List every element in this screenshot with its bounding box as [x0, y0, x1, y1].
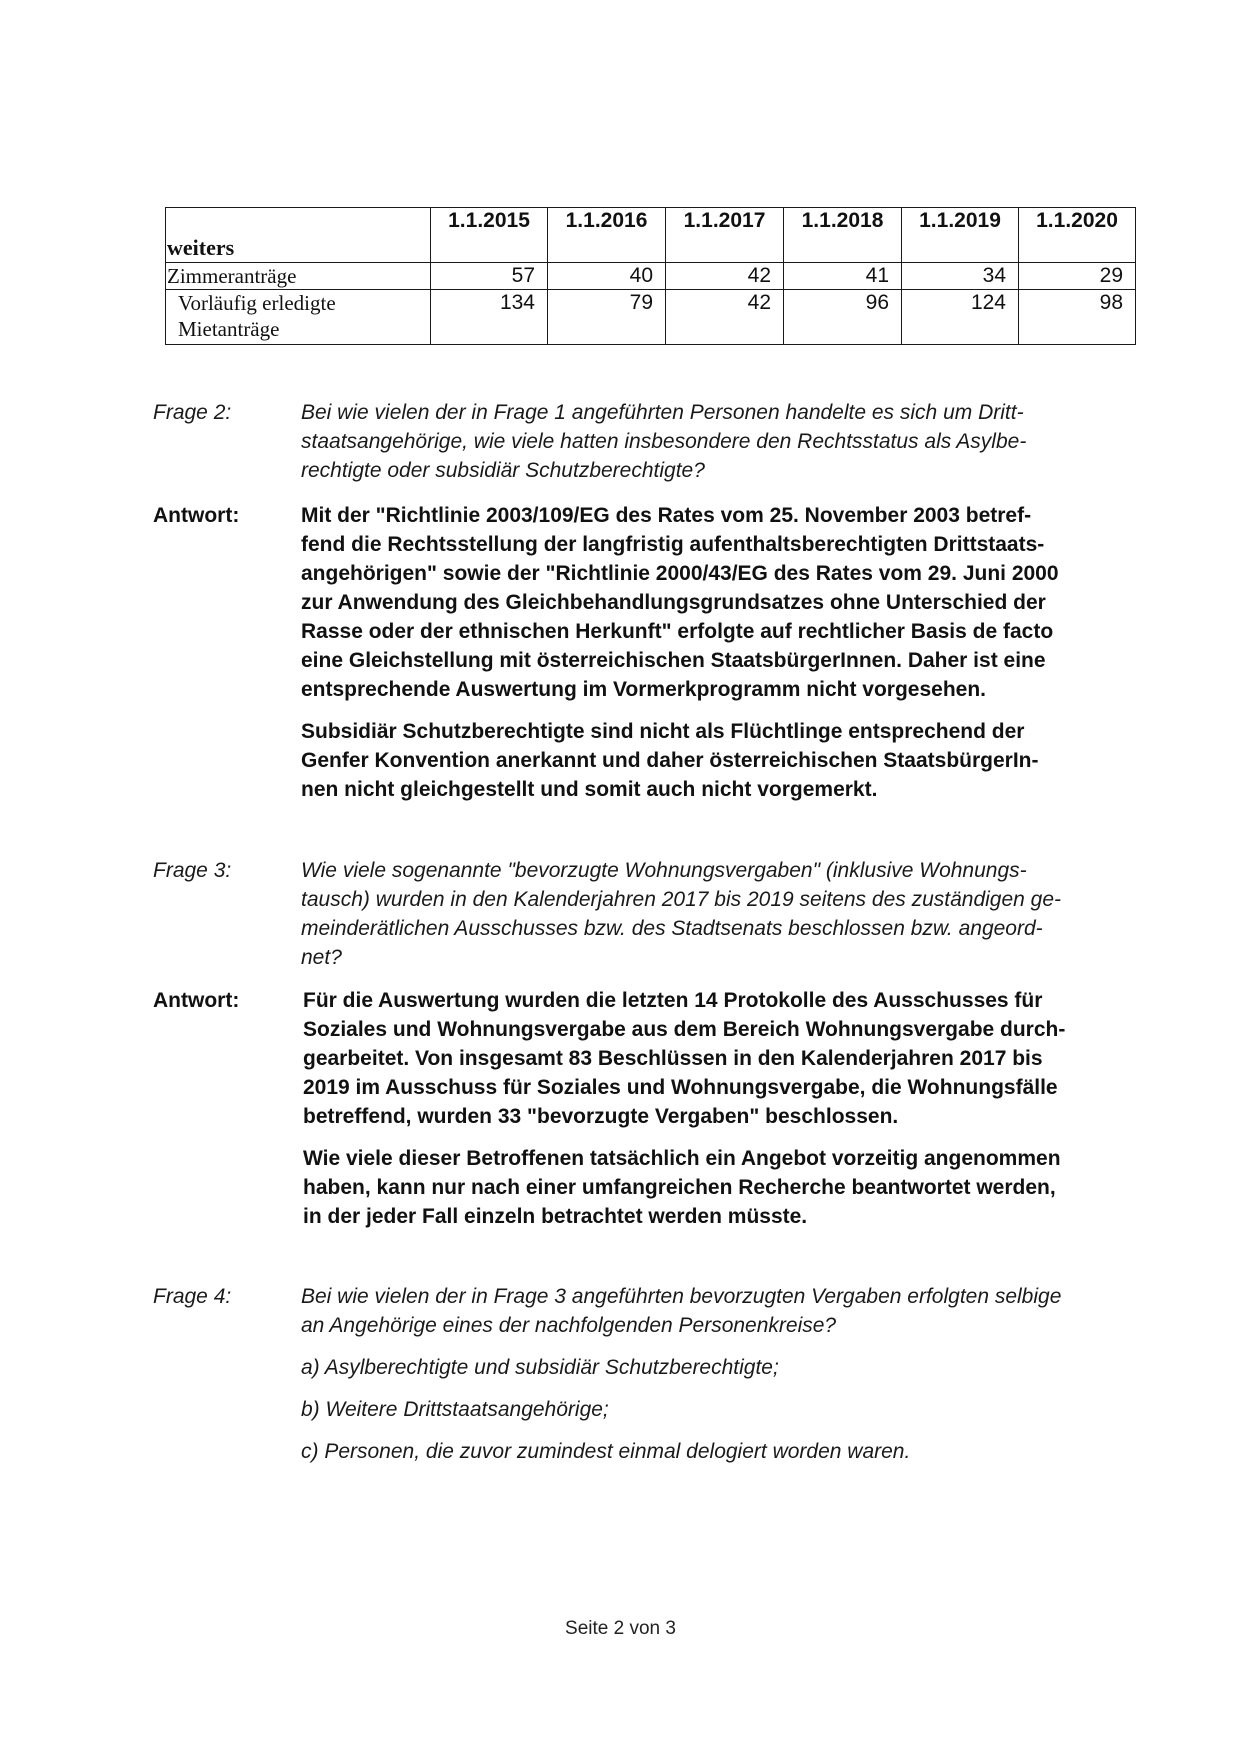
table-cell: 57 [431, 263, 548, 290]
row-label-line: Vorläufig erledigte [178, 291, 336, 315]
question-option-a [301, 1353, 1241, 1382]
column-header: 1.1.2015 [431, 208, 548, 263]
text-line: in der jeder Fall einzeln betrachtet werden müsste. [303, 1205, 808, 1228]
text-line: rechtigte oder subsidiär Schutzberechtigte? [301, 459, 705, 482]
text-line: tausch) wurden in den Kalenderjahren 2017 bis 2019 seitens des zuständigen ge- [301, 888, 1062, 911]
text-line: Mit der "Richtlinie 2003/109/EG des Rates vom 25. November 2003 betref- [301, 504, 1032, 527]
text-line: Subsidiär Schutzberechtigte sind nicht als Flüchtlinge entsprechend der [301, 720, 1025, 743]
column-header: 1.1.2020 [1019, 208, 1136, 263]
row-label [166, 290, 431, 345]
answer-text [303, 986, 1241, 1231]
text-line: meinderätlichen Ausschusses bzw. des Stadtsenats beschlossen bzw. angeord- [301, 917, 1043, 940]
answer-paragraph [303, 1144, 1241, 1231]
table-cell: 40 [548, 263, 666, 290]
text-line: staatsangehörige, wie viele hatten insbesondere den Rechtsstatus als Asylbe- [301, 430, 1027, 453]
row-label-line: Mietanträge [178, 317, 280, 341]
table-cell: 134 [431, 290, 548, 345]
text-line: entsprechende Auswertung im Vormerkprogramm nicht vorgesehen. [301, 678, 986, 701]
answer-text [301, 501, 1241, 804]
text-line: Wie viele sogenannte "bevorzugte Wohnungsvergaben" (inklusive Wohnungs- [301, 859, 1027, 882]
table-cell: 29 [1019, 263, 1136, 290]
text-line: betreffend, wurden 33 "bevorzugte Vergaben" beschlossen. [303, 1105, 899, 1128]
question-text [301, 398, 1241, 485]
text-line: Wie viele dieser Betroffenen tatsächlich ein Angebot vorzeitig angenommen [303, 1147, 1061, 1170]
text-line: zur Anwendung des Gleichbehandlungsgrundsatzes ohne Unterschied der [301, 591, 1046, 614]
table-cell: 34 [902, 263, 1019, 290]
text-line: Genfer Konvention anerkannt und daher österreichischen StaatsbürgerIn- [301, 749, 1039, 772]
column-header: 1.1.2016 [548, 208, 666, 263]
text-line: an Angehörige eines der nachfolgenden Personenkreise? [301, 1314, 837, 1337]
text-line: Für die Auswertung wurden die letzten 14 Protokolle des Ausschusses für [303, 989, 1043, 1012]
column-header: 1.1.2019 [902, 208, 1019, 263]
answer-paragraph [301, 501, 1241, 704]
text-line: fend die Rechtsstellung der langfristig aufenthaltsberechtigten Drittstaats- [301, 533, 1045, 556]
text-line: nen nicht gleichgestellt und somit auch nicht vorgemerkt. [301, 778, 878, 801]
question-label: Frage 3: [153, 859, 232, 882]
text-line: Bei wie vielen der in Frage 1 angeführten Personen handelte es sich um Dritt- [301, 401, 1024, 424]
column-header: 1.1.2018 [784, 208, 902, 263]
question-paragraph [301, 1282, 1241, 1340]
table-cell: 79 [548, 290, 666, 345]
text-line: angehörigen" sowie der "Richtlinie 2000/43/EG des Rates vom 29. Juni 2000 [301, 562, 1059, 585]
page-number: Seite 2 von 3 [565, 1618, 676, 1639]
text-line: net? [301, 946, 342, 969]
question-text [301, 856, 1241, 972]
answer-paragraph [301, 717, 1241, 804]
question-label: Frage 2: [153, 401, 232, 424]
text-line: gearbeitet. Von insgesamt 83 Beschlüssen in den Kalenderjahren 2017 bis [303, 1047, 1043, 1070]
table-cell: 41 [784, 263, 902, 290]
text-line: eine Gleichstellung mit österreichischen StaatsbürgerInnen. Daher ist eine [301, 649, 1046, 672]
statistics-table [165, 207, 1136, 345]
table-cell: 42 [666, 290, 784, 345]
answer-label: Antwort: [153, 504, 240, 527]
question-option-b [301, 1395, 1241, 1424]
answer-label: Antwort: [153, 989, 240, 1012]
text-line: Rasse oder der ethnischen Herkunft" erfolgte auf rechtlicher Basis de facto [301, 620, 1054, 643]
table-cell: 98 [1019, 290, 1136, 345]
answer-paragraph [303, 986, 1241, 1131]
text-line: b) Weitere Drittstaatsangehörige; [301, 1398, 609, 1421]
text-line: haben, kann nur nach einer umfangreichen Recherche beantwortet werden, [303, 1176, 1056, 1199]
row-label: Zimmeranträge [166, 263, 431, 290]
question-text [301, 1282, 1241, 1466]
text-line: 2019 im Ausschuss für Soziales und Wohnungsvergabe, die Wohnungsfälle [303, 1076, 1058, 1099]
text-line: a) Asylberechtigte und subsidiär Schutzberechtigte; [301, 1356, 779, 1379]
table-cell: 42 [666, 263, 784, 290]
text-line: Bei wie vielen der in Frage 3 angeführten bevorzugten Vergaben erfolgten selbige [301, 1285, 1062, 1308]
table-cell: 124 [902, 290, 1019, 345]
question-label: Frage 4: [153, 1285, 232, 1308]
column-header: 1.1.2017 [666, 208, 784, 263]
table-row [166, 263, 1136, 290]
table-corner-label: weiters [166, 208, 431, 263]
table-header-row [166, 208, 1136, 263]
table-cell: 96 [784, 290, 902, 345]
question-option-c [301, 1437, 1241, 1466]
text-line: Soziales und Wohnungsvergabe aus dem Bereich Wohnungsvergabe durch- [303, 1018, 1066, 1041]
text-line: c) Personen, die zuvor zumindest einmal delogiert worden waren. [301, 1440, 911, 1463]
table-row [166, 290, 1136, 345]
